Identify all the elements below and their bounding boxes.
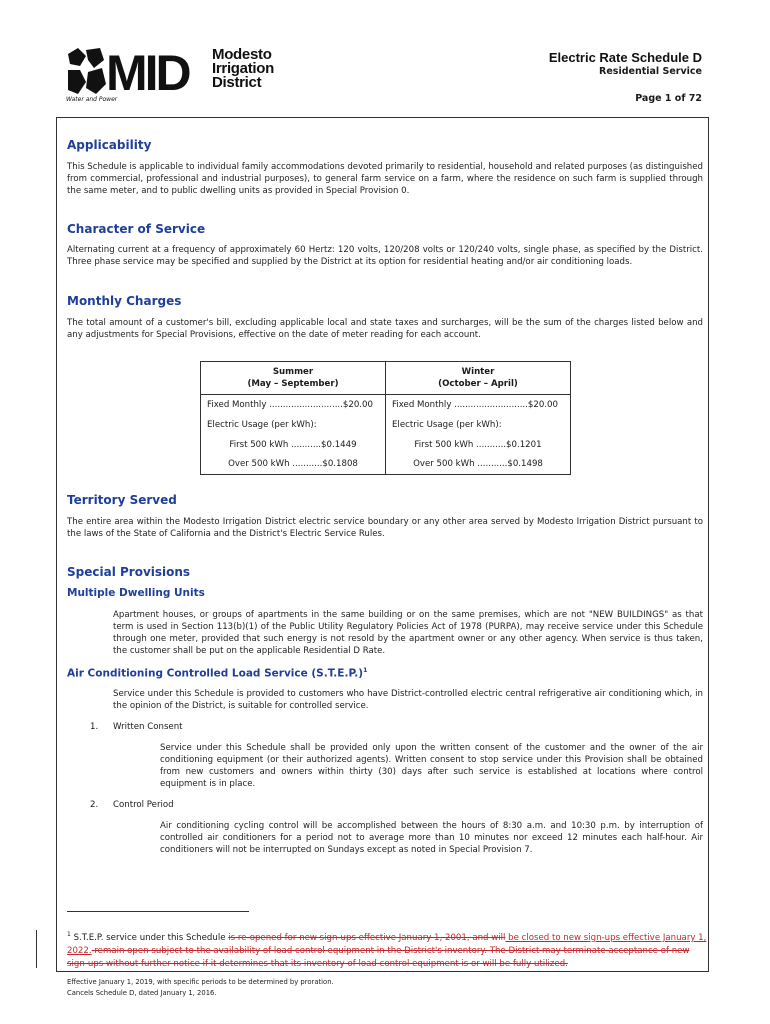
multiple-dwelling-heading: Multiple Dwelling Units <box>67 587 205 599</box>
winter-over-500: Over 500 kWh ...........$0.1498 <box>386 455 571 475</box>
winter-fixed: Fixed Monthly ...........................$20.00 <box>386 395 571 415</box>
territory-text: The entire area within the Modesto Irrigation District electric service boundary or any other area served by Modesto Irrigation District pursuant to the laws of the State of California and the District's Electric Service Rules. <box>67 517 703 539</box>
footnote-separator <box>67 911 249 912</box>
footer-cancels: Cancels Schedule D, dated January 1, 2016. <box>67 989 217 997</box>
footnote: $^1$ S.T.E.P. service under this Schedule is re-opened for new sign-ups effective January 1, 2001, and will be closed to new sign-ups effective January 1, 2022. remain open subject to the availability of load control equipment in the District's inventory. The District may terminate acceptance of new sign-ups without further notice if it determines that its inventory of load control equipment is or will be fully utilized. <box>67 931 707 969</box>
territory-heading: Territory Served <box>67 493 177 507</box>
footnote-inserted: be closed to new sign-ups effective January 1, 2022. <box>67 932 707 956</box>
summer-header: Summer (May – September) <box>201 362 386 395</box>
summer-over-500: Over 500 kWh ...........$0.1808 <box>201 455 386 475</box>
monthly-heading: Monthly Charges <box>67 294 182 308</box>
item-2-text: Air conditioning cycling control will be accomplished between the hours of 8:30 a.m. and 10:30 p.m. by interruption of controlled air conditioners for a period not to average more than 10 minutes nor exceed 12 minutes each half-hour. Air conditioners will not be interrupted on Sundays except as noted in Special Provision 7. <box>160 821 703 855</box>
logo-tagline: Water and Power <box>66 96 118 103</box>
winter-header: Winter (October – April) <box>386 362 571 395</box>
footer-effective: Effective January 1, 2019, with specific periods to be determined by proration. <box>67 978 334 986</box>
summer-first-500: First 500 kWh ...........$0.1449 <box>201 435 386 455</box>
schedule-subtitle: Residential Service <box>599 66 702 77</box>
change-bar <box>36 930 37 968</box>
character-text: Alternating current at a frequency of approximately 60 Hertz: 120 volts, 120/208 volts or 120/240 volts, single phase, as specified by the District. Three phase service may be specified and supplied by the District at its option for residential heating and/or air conditioning loads. <box>67 245 703 267</box>
item-1-number: 1. <box>90 722 99 732</box>
summer-fixed: Fixed Monthly ...........................$20.00 <box>201 395 386 415</box>
multiple-dwelling-text: Apartment houses, or groups of apartments in the same building or on the same premises, which are not "NEW BUILDINGS" as that term is used in Section 113(b)(1) of the Public Utility Regulatory Policies Act of 1978 (PURPA), may receive service under this Schedule through one meter, provided that such energy is not resold by the apartment owner or any other agency. When service is thus taken, the customer shall be put on the applicable Residential D Rate. <box>113 610 703 656</box>
special-provisions-heading: Special Provisions <box>67 565 191 579</box>
item-2-number: 2. <box>90 800 99 810</box>
winter-usage-label: Electric Usage (per kWh): <box>386 415 571 435</box>
mid-logo <box>66 46 281 104</box>
mid-logo-letters: MID <box>106 46 189 96</box>
district-name: Modesto Irrigation District <box>212 46 275 91</box>
footnote-ref: 1 <box>363 666 368 674</box>
item-2-label: Control Period <box>113 800 174 810</box>
footnote-deleted-1: is re-opened for new sign-ups effective January 1, 2001, and will <box>228 932 506 943</box>
mid-logo-mark <box>66 46 206 96</box>
step-heading: Air Conditioning Controlled Load Service $(S.T.E.P.)^1$ <box>67 666 368 680</box>
schedule-title: Electric Rate Schedule D <box>548 50 702 65</box>
item-1-label: Written Consent <box>113 722 183 732</box>
monthly-text: The total amount of a customer's bill, excluding applicable local and state taxes and surcharges, will be the sum of the charges listed below and any adjustments for Special Provisions, effective on the date of meter reading for each account. <box>67 318 703 340</box>
page-number: Page 1 of 72 <box>635 93 702 104</box>
applicability-heading: Applicability <box>67 138 152 152</box>
applicability-text: This Schedule is applicable to individual family accommodations devoted primarily to residential, household and related purposes (as distinguished from commercial, professional and industrial purposes), to general farm service on a farm, where the residence on such farm is supplied through the same meter, and to public dwelling units as provided in Special Provision 0. <box>67 162 703 196</box>
rate-table <box>200 361 571 475</box>
winter-first-500: First 500 kWh ...........$0.1201 <box>386 435 571 455</box>
step-text: Service under this Schedule is provided to customers who have District-controlled electric central refrigerative air conditioning which, in the opinion of the District, is suitable for controlled service. <box>113 689 703 711</box>
item-1-text: Service under this Schedule shall be provided only upon the written consent of the customer and the owner of the air conditioning equipment (or their authorized agents). Written consent to stop service under this Provision shall be obtained from new customers and owners within thirty (30) days after such service is established at locations where control equipment is in place. <box>160 743 703 789</box>
character-heading: Character of Service <box>67 222 206 236</box>
summer-usage-label: Electric Usage (per kWh): <box>201 415 386 435</box>
footnote-deleted-2: remain open subject to the availability of load control equipment in the District's inventory. The District may terminate acceptance of new sign-ups without further notice if it determines that its inventory of load control equipment is or will be fully utilized. <box>67 945 690 969</box>
